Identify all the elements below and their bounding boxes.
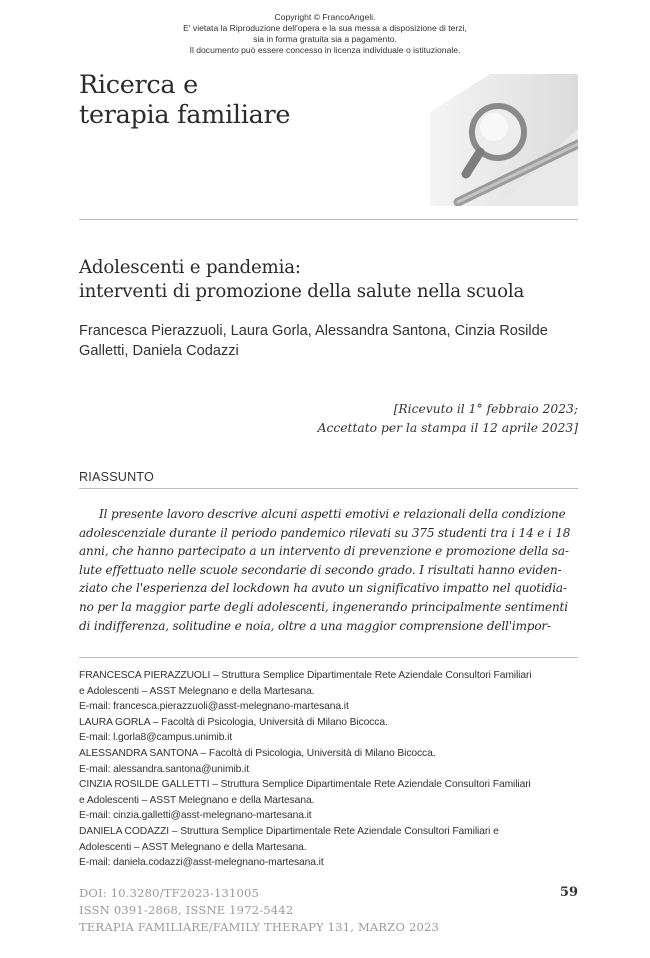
- affiliation-line: DANIELA CODAZZI – Struttura Semplice Dipartimentale Rete Aziendale Consultori Familiari e: [79, 825, 499, 837]
- abstract-line: Il presente lavoro descrive alcuni aspetti emotivi e relazionali della condizione: [99, 507, 566, 521]
- header-divider: [79, 219, 578, 220]
- issn: ISSN 0391-2868, ISSNE 1972-5442: [79, 903, 294, 917]
- journal-issue: TERAPIA FAMILIARE/FAMILY THERAPY 131, MARZO 2023: [79, 920, 440, 934]
- copyright-line: Copyright © FrancoAngeli.: [274, 12, 376, 22]
- affiliation-email: E-mail: alessandra.santona@unimib.it: [79, 763, 249, 775]
- article-title: [79, 256, 524, 304]
- abstract-line: di indifferenza, solitudine e noia, oltre a una maggior comprensione dell'impor-: [79, 618, 551, 633]
- article-title-line: Adolescenti e pandemia:: [79, 257, 301, 278]
- affiliation-line: ALESSANDRA SANTONA – Facoltà di Psicologia, Università di Milano Bicocca.: [79, 747, 436, 759]
- received-date: [Ricevuto il 1° febbraio 2023;: [393, 402, 578, 416]
- footnote-divider: [79, 657, 578, 658]
- journal-title-line: Ricerca e: [79, 70, 198, 100]
- abstract-line: lute effettuato nelle scuole secondarie di secondo grado. I risultati hanno eviden-: [79, 562, 562, 577]
- journal-title: [79, 70, 290, 130]
- affiliation-email: E-mail: cinzia.galletti@asst-melegnano-martesana.it: [79, 810, 312, 822]
- abstract-line: ziato che l'esperienza del lockdown ha avuto un significativo impatto nel quotidia-: [79, 581, 567, 596]
- abstract-heading: RIASSUNTO: [79, 470, 155, 484]
- author-affiliations: [79, 668, 581, 871]
- magnifying-glass-illustration: [430, 74, 578, 206]
- abstract-line: no per la maggior parte degli adolescenti, ingenerando principalmente sentimenti: [79, 599, 568, 614]
- authors: Francesca Pierazzuoli, Laura Gorla, Alessandra Santona, Cinzia Rosilde Galletti, Daniela Codazzi: [79, 323, 548, 359]
- affiliation-email: E-mail: l.gorla8@campus.unimib.it: [79, 732, 233, 744]
- journal-title-line: terapia familiare: [79, 100, 291, 130]
- accepted-date: Accettato per la stampa il 12 aprile 2023]: [317, 421, 578, 435]
- publication-dates: [318, 400, 578, 438]
- affiliation-line: CINZIA ROSILDE GALLETTI – Struttura Semplice Dipartimentale Rete Aziendale Consultori Familiari: [79, 779, 531, 791]
- affiliation-email: E-mail: francesca.pierazzuoli@asst-melegnano-martesana.it: [79, 701, 349, 713]
- affiliation-line: Adolescenti – ASST Melegnano e della Martesana.: [79, 841, 307, 853]
- affiliation-line: LAURA GORLA – Facoltà di Psicologia, Università di Milano Bicocca.: [79, 716, 388, 728]
- abstract-line: anni, che hanno partecipato a un intervento di prevenzione e promozione della sa-: [79, 544, 569, 559]
- abstract-divider: [79, 488, 578, 489]
- page-number: 59: [559, 885, 578, 900]
- affiliation-line: FRANCESCA PIERAZZUOLI – Struttura Semplice Dipartimentale Rete Aziendale Consultori Familiari: [79, 670, 532, 681]
- publication-metadata: [79, 885, 439, 936]
- abstract-text: [79, 505, 578, 635]
- abstract-line: adolescenziale durante il periodo pandemico rilevati su 375 studenti tra i 14 e i 18: [79, 525, 571, 540]
- copyright-line: Il documento può essere concesso in licenza individuale o istituzionale.: [189, 45, 461, 55]
- article-title-line: interventi di promozione della salute nella scuola: [79, 281, 525, 302]
- copyright-line: E' vietata la Riproduzione dell'opera e la sua messa a disposizione di terzi,: [183, 23, 467, 33]
- affiliation-line: e Adolescenti – ASST Melegnano e della Martesana.: [79, 685, 315, 697]
- copyright-line: sia in forma gratuita sia a pagamento.: [253, 34, 397, 44]
- affiliation-line: e Adolescenti – ASST Melegnano e della Martesana.: [79, 794, 315, 806]
- copyright-notice: [0, 12, 650, 56]
- affiliation-email: E-mail: daniela.codazzi@asst-melegnano-martesana.it: [79, 857, 324, 869]
- doi: DOI: 10.3280/TF2023-131005: [79, 886, 260, 900]
